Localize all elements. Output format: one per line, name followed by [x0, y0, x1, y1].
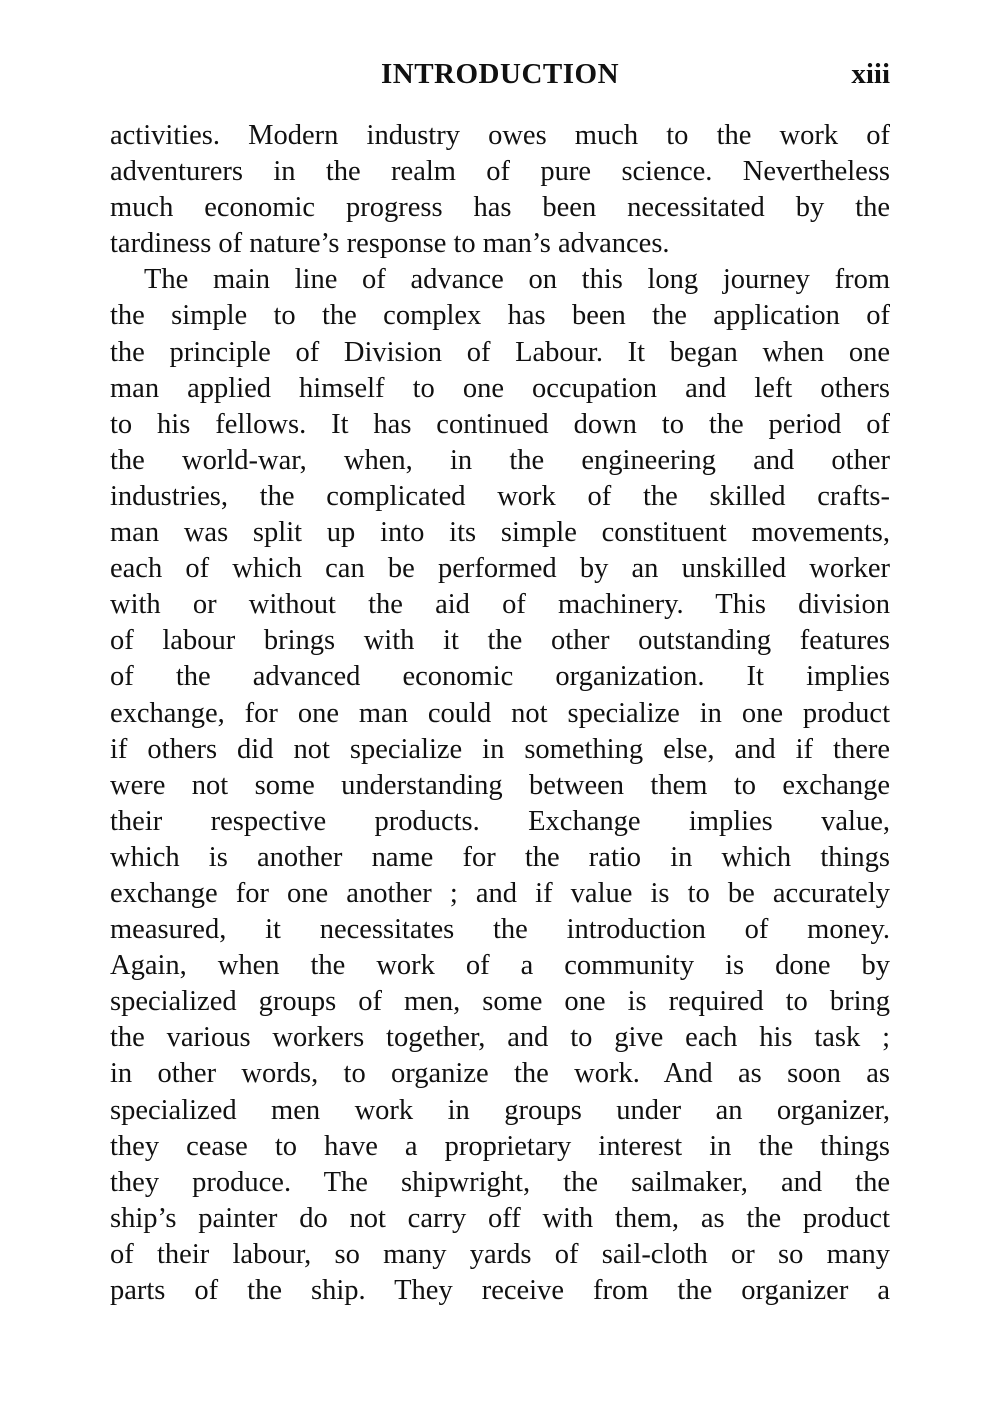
- text-line: they produce. The shipwright, the sailmaker, and the: [110, 1166, 890, 1198]
- text-line: exchange, for one man could not specialize in one product: [110, 697, 890, 729]
- text-line: the various workers together, and to give each his task ;: [110, 1022, 890, 1054]
- text-line: the principle of Division of Labour. It began when one: [110, 336, 890, 368]
- text-line: man was split up into its simple constituent movements,: [110, 517, 890, 549]
- text-line: Again, when the work of a community is done by: [110, 950, 890, 982]
- text-line: of labour brings with it the other outstanding features: [110, 625, 890, 657]
- text-line: in other words, to organize the work. And as soon as: [110, 1058, 890, 1090]
- text-line: their respective products. Exchange implies value,: [110, 805, 890, 837]
- text-line: of the advanced economic organization. It implies: [110, 661, 890, 693]
- body-text: [110, 118, 890, 1309]
- paragraph-2: [110, 262, 890, 1309]
- text-line: tardiness of nature’s response to man’s advances.: [110, 228, 670, 260]
- text-line: specialized groups of men, some one is required to bring: [110, 986, 890, 1018]
- page-number: xiii: [851, 58, 890, 90]
- running-head: [110, 52, 890, 96]
- text-line: parts of the ship. They receive from the organizer a: [110, 1275, 890, 1306]
- text-line: industries, the complicated work of the skilled crafts-: [110, 480, 890, 512]
- text-line: measured, it necessitates the introduction of money.: [110, 914, 890, 946]
- text-line: man applied himself to one occupation and left others: [110, 372, 890, 404]
- text-line: exchange for one another ; and if value is to be accurately: [110, 877, 890, 909]
- running-title: INTRODUCTION: [380, 58, 620, 90]
- text-line: ship’s painter do not carry off with them, as the product: [110, 1202, 890, 1234]
- text-line: much economic progress has been necessitated by the: [110, 192, 890, 224]
- text-line: were not some understanding between them to exchange: [110, 769, 890, 801]
- text-line: each of which can be performed by an unskilled worker: [110, 553, 890, 585]
- text-line: the world-war, when, in the engineering and other: [110, 444, 890, 476]
- paragraph-1: [110, 118, 890, 262]
- text-line: if others did not specialize in something else, and if there: [110, 733, 890, 765]
- text-line: activities. Modern industry owes much to the work of: [110, 120, 890, 151]
- text-line: of their labour, so many yards of sail-cloth or so many: [110, 1238, 890, 1270]
- text-line: The main line of advance on this long journey from: [144, 264, 890, 296]
- text-line: adventurers in the realm of pure science. Nevertheless: [110, 156, 890, 188]
- text-line: they cease to have a proprietary interest in the things: [110, 1130, 890, 1162]
- text-line: the simple to the complex has been the application of: [110, 300, 890, 332]
- text-line: which is another name for the ratio in which things: [110, 841, 890, 873]
- text-line: to his fellows. It has continued down to the period of: [110, 408, 890, 440]
- text-line: with or without the aid of machinery. This division: [110, 589, 890, 621]
- text-line: specialized men work in groups under an organizer,: [110, 1094, 890, 1126]
